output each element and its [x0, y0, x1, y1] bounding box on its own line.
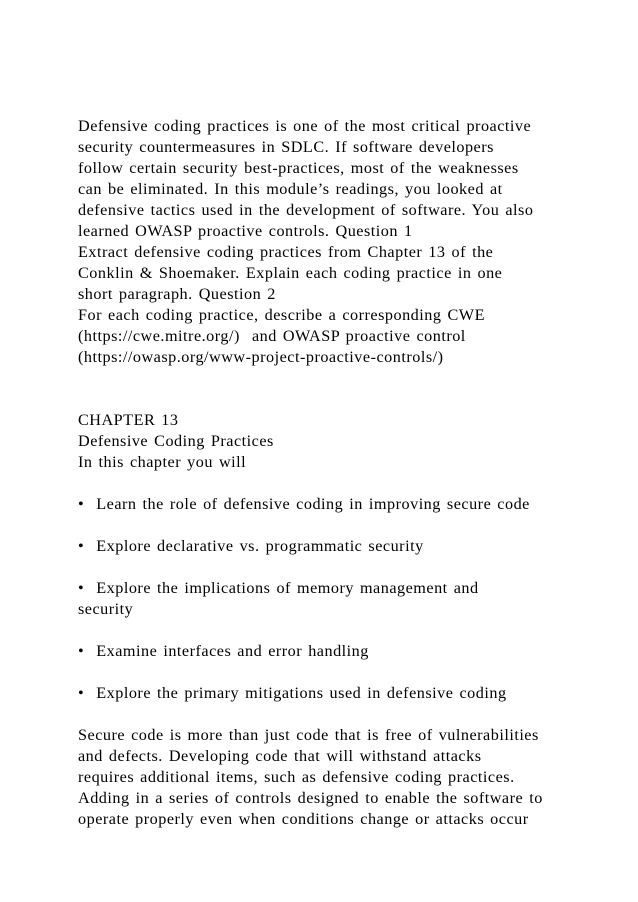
- bullet-item: • Explore the primary mitigations used in defensive coding: [78, 684, 507, 702]
- intro-line: defensive tactics used in the development of software. You also: [78, 201, 534, 219]
- intro-paragraph: [78, 116, 638, 368]
- blank-line: [78, 515, 638, 536]
- intro-line: learned OWASP proactive controls. Question 1: [78, 222, 413, 240]
- intro-line: short paragraph. Question 2: [78, 285, 276, 303]
- blank-line: [78, 389, 638, 410]
- document-text: [78, 116, 638, 830]
- bullet-item: • Explore the implications of memory management and: [78, 579, 479, 597]
- intro-line: Conklin & Shoemaker. Explain each coding practice in one: [78, 264, 503, 282]
- body-line: operate properly even when conditions change or attacks occur: [78, 810, 529, 828]
- blank-line: [78, 662, 638, 683]
- blank-line: [78, 473, 638, 494]
- bullet-item: • Explore declarative vs. programmatic security: [78, 537, 424, 555]
- chapter-number: CHAPTER 13: [78, 411, 179, 429]
- intro-line: follow certain security best-practices, most of the weaknesses: [78, 159, 519, 177]
- intro-line: (https://cwe.mitre.org/) and OWASP proactive control: [78, 327, 466, 345]
- intro-line: (https://owasp.org/www-project-proactive-controls/): [78, 348, 444, 366]
- blank-line: [78, 557, 638, 578]
- bullet-item: • Examine interfaces and error handling: [78, 642, 369, 660]
- bullet-item-continuation: security: [78, 600, 134, 618]
- intro-line: Extract defensive coding practices from Chapter 13 of the: [78, 243, 494, 261]
- blank-line: [78, 620, 638, 641]
- blank-line: [78, 368, 638, 389]
- body-line: Adding in a series of controls designed to enable the software to: [78, 789, 543, 807]
- chapter-title: Defensive Coding Practices: [78, 432, 274, 450]
- bullet-item: • Learn the role of defensive coding in improving secure code: [78, 495, 530, 513]
- bullet-list: [78, 494, 638, 704]
- chapter-subtitle: In this chapter you will: [78, 453, 247, 471]
- body-line: and defects. Developing code that will withstand attacks: [78, 747, 482, 765]
- intro-line: Defensive coding practices is one of the most critical proactive: [78, 117, 532, 135]
- body-paragraph: [78, 725, 638, 830]
- intro-line: security countermeasures in SDLC. If software developers: [78, 138, 494, 156]
- body-line: requires additional items, such as defensive coding practices.: [78, 768, 515, 786]
- intro-line: For each coding practice, describe a corresponding CWE: [78, 306, 485, 324]
- body-line: Secure code is more than just code that is free of vulnerabilities: [78, 726, 539, 744]
- blank-line: [78, 704, 638, 725]
- intro-line: can be eliminated. In this module’s readings, you looked at: [78, 180, 503, 198]
- chapter-heading: [78, 410, 638, 473]
